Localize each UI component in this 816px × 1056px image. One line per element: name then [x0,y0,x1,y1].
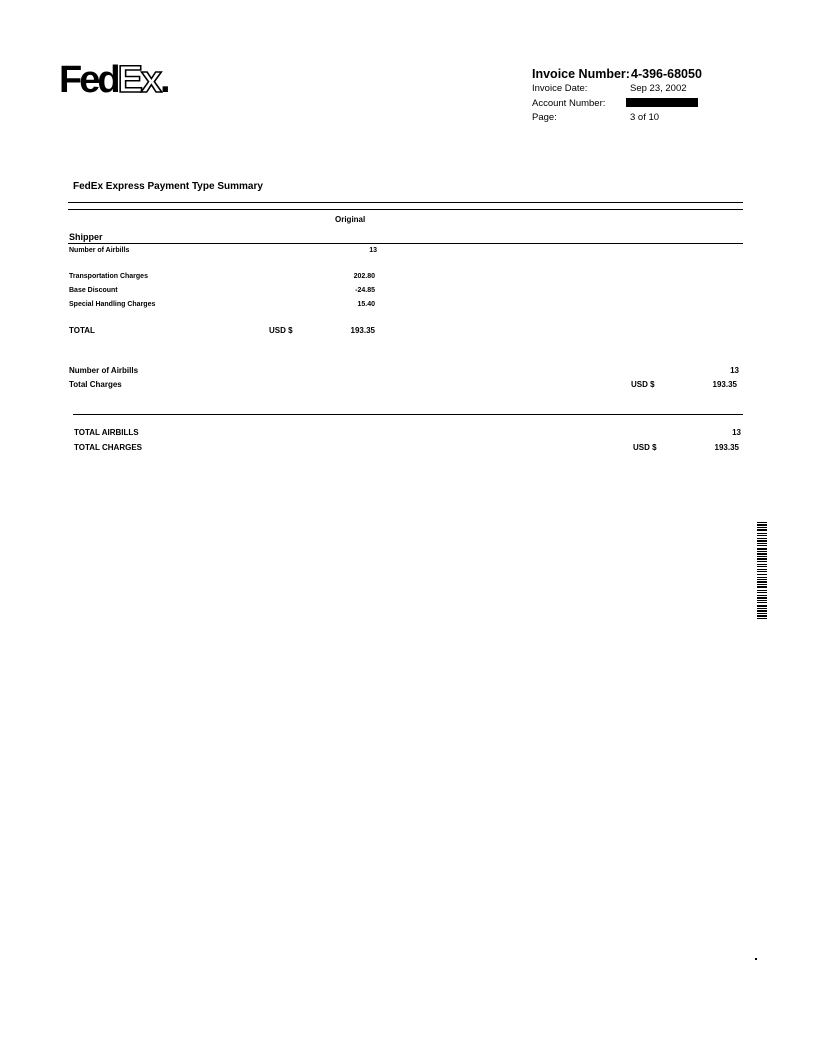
column-header-original: Original [335,215,366,224]
page-mark [755,958,757,960]
total-label: TOTAL [69,326,95,335]
subtotal-charges-label: Total Charges [69,380,122,389]
charge-value: 15.40 [357,301,375,308]
table-top-rule [68,202,743,203]
barcode-icon [757,522,767,621]
total-charges-label: TOTAL CHARGES [74,443,143,452]
total-charges-currency: USD $ [633,443,657,452]
total-value: 193.35 [350,326,375,335]
account-number-redacted [626,98,698,107]
charge-value: 202.80 [353,273,375,280]
invoice-date-label: Invoice Date: [532,83,588,94]
charge-label: Transportation Charges [69,273,148,280]
total-charges-value: 193.35 [714,443,739,452]
section-rule [68,243,743,244]
airbills-value: 13 [369,247,377,254]
total-airbills-label: TOTAL AIRBILLS [74,428,139,437]
airbills-label: Number of Airbills [69,247,130,254]
section-shipper: Shipper [69,232,103,242]
total-airbills-value: 13 [732,428,741,437]
logo-ex: Ex [117,59,161,101]
account-number-label: Account Number: [532,98,606,109]
invoice-number: 4-396-68050 [631,67,702,81]
subtotal-currency: USD $ [631,380,655,389]
table-top-rule-2 [68,209,743,210]
subtotal-charges-value: 193.35 [712,380,737,389]
logo-dot: . [160,59,171,101]
invoice-number-label: Invoice Number: [532,67,630,81]
page-label: Page: [532,112,557,123]
page-number: 3 of 10 [630,112,660,123]
subtotal-airbills-label: Number of Airbills [69,366,139,375]
fedex-logo [59,60,171,100]
charge-label: Base Discount [69,287,118,294]
charge-value: -24.85 [355,287,375,294]
charge-label: Special Handling Charges [69,301,156,308]
summary-title: FedEx Express Payment Type Summary [73,181,263,192]
subtotal-airbills-value: 13 [730,366,739,375]
logo-fed: Fed [59,59,118,101]
grand-total-rule [73,414,743,415]
total-currency: USD $ [269,326,293,335]
invoice-date: Sep 23, 2002 [630,83,687,94]
